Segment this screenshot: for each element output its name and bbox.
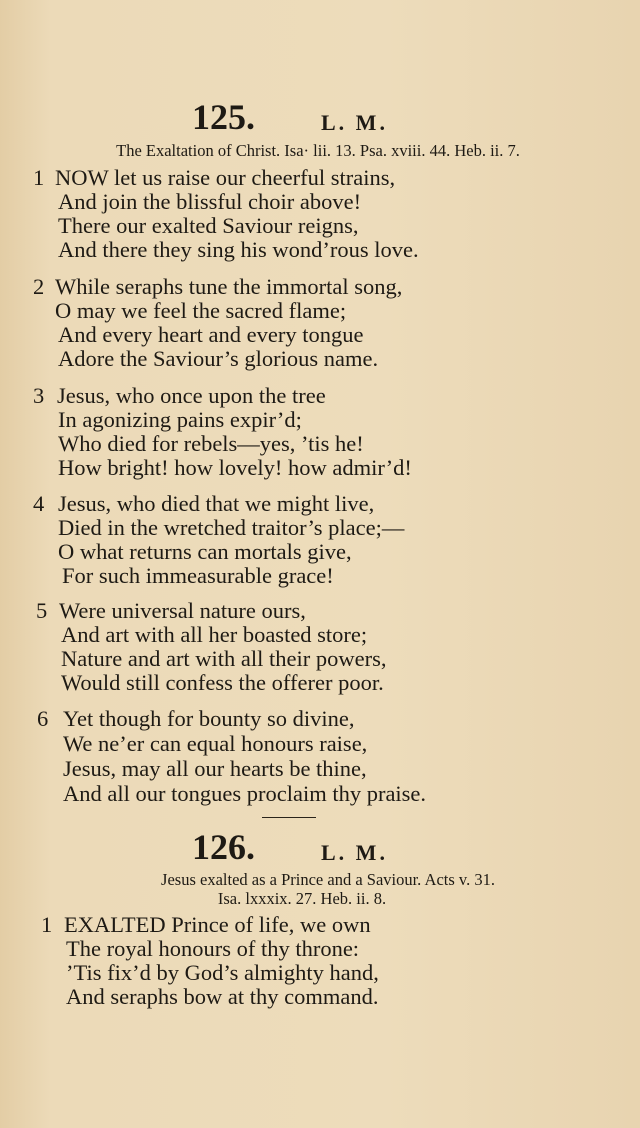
stanza-number: 1 [41,912,53,937]
verse-line: There our exalted Saviour reigns, [58,213,359,238]
verse-line: In agonizing pains expir’d; [58,407,302,432]
verse-line: O may we feel the sacred flame; [55,298,347,323]
verse-line: For such immeasurable grace! [62,563,334,588]
verse-line: ’Tis fix’d by God’s almighty hand, [66,960,379,985]
hymn-number: 126. [192,827,255,867]
verse-line: Jesus, who died that we might live, [58,491,375,516]
stanza-number: 6 [37,706,49,731]
hymn-subtitle: The Exaltation of Christ. Isa· lii. 13. Psa. xviii. 44. Heb. ii. 7. [116,141,520,160]
verse-line: And there they sing his wond’rous love. [58,237,419,262]
verse-line: Adore the Saviour’s glorious name. [58,346,379,371]
verse-line: O what returns can mortals give, [58,539,352,564]
verse-line: How bright! how lovely! how admir’d! [58,455,412,480]
verse-line: The royal honours of thy throne: [66,936,360,961]
verse-line: And every heart and every tongue [58,322,364,347]
verse-line: Were universal nature ours, [59,598,306,623]
verse-line: And art with all her boasted store; [61,622,368,647]
stanza-number: 4 [33,491,45,516]
stanza-number: 2 [33,274,45,299]
verse-line: Nature and art with all their powers, [61,646,387,671]
hymn-subtitle: Jesus exalted as a Prince and a Saviour. Acts v. 31. [161,870,495,889]
verse-line: Would still confess the offerer poor. [61,670,384,695]
hymn-meter: L. M. [321,840,388,865]
hymn-subtitle: Isa. lxxxix. 27. Heb. ii. 8. [217,889,387,908]
stanza-number: 1 [33,165,45,190]
verse-line: EXALTED Prince of life, we own [64,912,371,937]
stanza-number: 3 [33,383,45,408]
verse-line: Jesus, may all our hearts be thine, [63,756,367,781]
verse-line: We ne’er can equal honours raise, [63,731,368,756]
verse-line: And join the blissful choir above! [58,189,362,214]
verse-line: And all our tongues proclaim thy praise. [63,781,427,806]
verse-line: Jesus, who once upon the tree [57,383,326,408]
verse-line: Died in the wretched traitor’s place;— [58,515,405,540]
verse-line: While seraphs tune the immortal song, [55,274,403,299]
verse-line: Who died for rebels—yes, ’tis he! [58,431,364,456]
verse-line: And seraphs bow at thy command. [66,984,379,1009]
hymn-number: 125. [192,97,255,137]
verse-line: Yet though for bounty so divine, [63,706,355,731]
verse-line: NOW let us raise our cheerful strains, [55,165,396,190]
section-divider [262,817,316,818]
stanza-number: 5 [36,598,48,623]
hymn-meter: L. M. [321,110,388,135]
